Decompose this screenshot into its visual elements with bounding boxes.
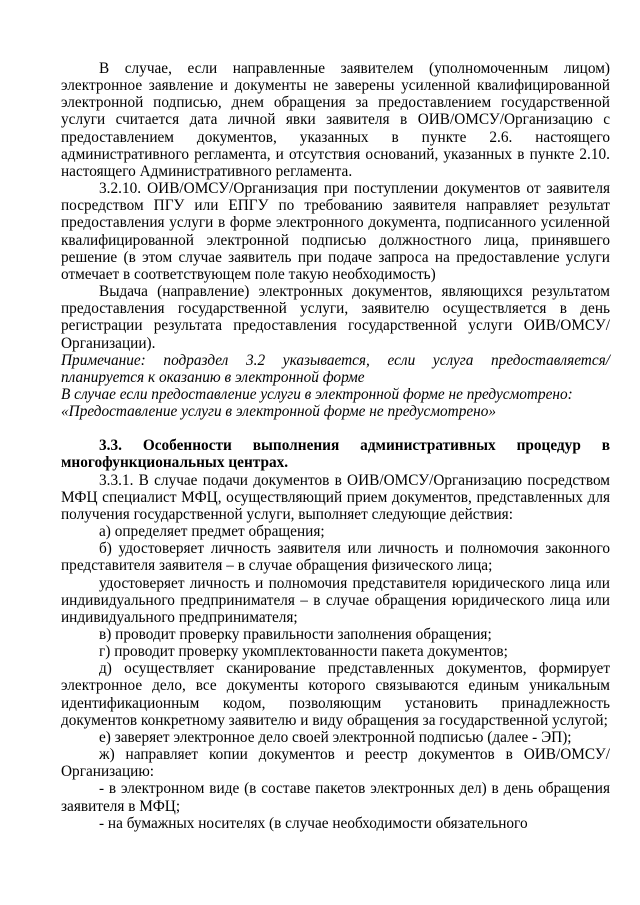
list-subitem-electronic: - в электронном виде (в составе пакетов электронных дел) в день обращения заявителя в МФЦ; (61, 780, 610, 815)
paragraph-personal-visit: В случае, если направленные заявителем (уполномоченным лицом) электронное заявление и документы не заверены усиленной квалифицированной электронной подписью, днем обращения за предоставлением государственной услуги считается дата личной явки заявителя в ОИВ/ОМСУ/Организацию с предоставлением документов, указанных в пункте 2.6. настоящего административного регламента, и отсутствия оснований, указанных в пункте 2.10. настоящего Административного регламента. (61, 60, 610, 180)
list-item-b-continued: удостоверяет личность и полномочия представителя юридического лица или индивидуального предпринимателя – в случае обращения юридического лица или индивидуального предпринимателя; (61, 574, 610, 626)
note-subsection-3-2: Примечание: подраздел 3.2 указывается, если услуга предоставляется/ планируется к оказанию в электронной форме (61, 351, 610, 386)
list-item-a: а) определяет предмет обращения; (99, 523, 325, 541)
list-item-v: в) проводит проверку правильности заполнения обращения; (99, 626, 492, 643)
note-not-provided: В случае если предоставление услуги в электронной форме не предусмотрено: (61, 385, 573, 403)
section-gap (61, 420, 610, 437)
section-heading-3-3: 3.3. Особенности выполнения административных процедур в многофункциональных центрах. (61, 437, 610, 472)
list-item-g: г) проводит проверку укомплектованности пакета документов; (99, 643, 508, 661)
paragraph-issuance: Выдача (направление) электронных документов, являющихся результатом предоставления государственной услуги, заявителю осуществляется в день регистрации результата предоставления государственной услуги ОИВ/ОМСУ/Организации). (61, 283, 610, 352)
note-not-provided-quote: «Предоставление услуги в электронной форме не предусмотрено» (61, 403, 497, 421)
list-item-d: д) осуществляет сканирование представленных документов, формирует электронное дело, все документы которого связываются единым уникальным идентификационным кодом, позволяющим установить принадлежность документов конкретному заявителю и виду обращения за государственной услугой; (61, 660, 610, 729)
list-item-zh: ж) направляет копии документов и реестр документов в ОИВ/ОМСУ/Организацию: (61, 746, 610, 781)
document-page (61, 60, 610, 832)
list-item-e: е) заверяет электронное дело своей электронной подписью (далее - ЭП); (99, 728, 572, 746)
paragraph-3-3-1: 3.3.1. В случае подачи документов в ОИВ/ОМСУ/Организацию посредством МФЦ специалист МФЦ, осуществляющий прием документов, представленных для получения государственной услуги, выполняет следующие действия: (61, 471, 610, 523)
list-item-b: б) удостоверяет личность заявителя или личность и полномочия законного представителя заявителя – в случае обращения физического лица; (61, 540, 610, 575)
paragraph-3-2-10: 3.2.10. ОИВ/ОМСУ/Организация при поступлении документов от заявителя посредством ПГУ или ЕПГУ по требованию заявителя направляет результат предоставления услуги в форме электронного документа, подписанного усиленной квалифицированной электронной подписью должностного лица, принявшего решение (в этом случае заявитель при подаче запроса на предоставление услуги отмечает в соответствующем поле такую необходимость) (61, 180, 610, 283)
list-subitem-paper: - на бумажных носителях (в случае необходимости обязательного (99, 814, 528, 832)
